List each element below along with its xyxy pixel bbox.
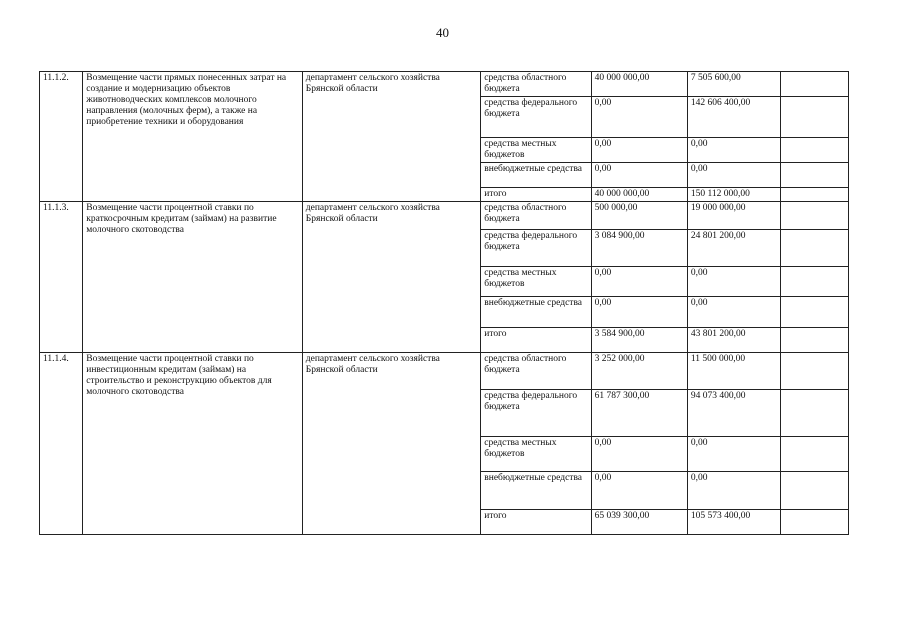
amount-value-3 xyxy=(780,97,848,138)
funding-source: средства федерального бюджета xyxy=(481,390,591,437)
amount-value-3 xyxy=(780,353,848,390)
funding-source: итого xyxy=(481,328,591,353)
amount-value-2: 7 505 600,00 xyxy=(687,72,780,97)
amount-value-3 xyxy=(780,297,848,328)
amount-value-3 xyxy=(780,202,848,230)
funding-source: средства областного бюджета xyxy=(481,72,591,97)
amount-value-1: 0,00 xyxy=(591,138,687,163)
funding-source: внебюджетные средства xyxy=(481,297,591,328)
budget-table xyxy=(39,71,849,535)
amount-value-2: 24 801 200,00 xyxy=(687,230,780,267)
amount-value-3 xyxy=(780,390,848,437)
amount-value-2: 0,00 xyxy=(687,437,780,472)
funding-source: внебюджетные средства xyxy=(481,163,591,188)
funding-source: средства областного бюджета xyxy=(481,353,591,390)
amount-value-3 xyxy=(780,267,848,297)
amount-value-1: 0,00 xyxy=(591,97,687,138)
amount-value-1: 0,00 xyxy=(591,472,687,510)
page-number: 40 xyxy=(436,25,449,40)
amount-value-3 xyxy=(780,72,848,97)
amount-value-1: 40 000 000,00 xyxy=(591,72,687,97)
amount-value-1: 500 000,00 xyxy=(591,202,687,230)
amount-value-1: 65 039 300,00 xyxy=(591,510,687,535)
amount-value-1: 61 787 300,00 xyxy=(591,390,687,437)
amount-value-3 xyxy=(780,163,848,188)
amount-value-3 xyxy=(780,138,848,163)
funding-source: внебюджетные средства xyxy=(481,472,591,510)
measure-number: 11.1.3. xyxy=(40,202,83,353)
measure-name: Возмещение части процентной ставки по краткосрочным кредитам (займам) на развитие молочного скотоводства xyxy=(83,202,303,353)
amount-value-3 xyxy=(780,328,848,353)
measure-number: 11.1.4. xyxy=(40,353,83,535)
amount-value-1: 0,00 xyxy=(591,163,687,188)
amount-value-2: 0,00 xyxy=(687,297,780,328)
measure-department: департамент сельского хозяйства Брянской области xyxy=(302,353,480,535)
amount-value-2: 11 500 000,00 xyxy=(687,353,780,390)
amount-value-2: 43 801 200,00 xyxy=(687,328,780,353)
amount-value-1: 0,00 xyxy=(591,267,687,297)
measure-department: департамент сельского хозяйства Брянской области xyxy=(302,202,480,353)
funding-source: итого xyxy=(481,510,591,535)
amount-value-3 xyxy=(780,472,848,510)
table-row xyxy=(40,353,849,390)
funding-source: средства федерального бюджета xyxy=(481,230,591,267)
amount-value-1: 0,00 xyxy=(591,437,687,472)
funding-source: средства местных бюджетов xyxy=(481,437,591,472)
measure-name: Возмещение части прямых понесенных затрат на создание и модернизацию объектов животноводческих комплексов молочного направления (молочных ферм), а также на приобретение техники и оборудования xyxy=(83,72,303,202)
amount-value-3 xyxy=(780,437,848,472)
amount-value-3 xyxy=(780,510,848,535)
amount-value-3 xyxy=(780,188,848,202)
amount-value-2: 0,00 xyxy=(687,472,780,510)
amount-value-2: 0,00 xyxy=(687,138,780,163)
measure-name: Возмещение части процентной ставки по инвестиционным кредитам (займам) на строительство и реконструкцию объектов для молочного скотоводства xyxy=(83,353,303,535)
amount-value-1: 3 084 900,00 xyxy=(591,230,687,267)
amount-value-3 xyxy=(780,230,848,267)
funding-source: итого xyxy=(481,188,591,202)
amount-value-2: 105 573 400,00 xyxy=(687,510,780,535)
amount-value-2: 150 112 000,00 xyxy=(687,188,780,202)
amount-value-2: 142 606 400,00 xyxy=(687,97,780,138)
funding-source: средства местных бюджетов xyxy=(481,267,591,297)
amount-value-2: 19 000 000,00 xyxy=(687,202,780,230)
funding-source: средства федерального бюджета xyxy=(481,97,591,138)
amount-value-1: 40 000 000,00 xyxy=(591,188,687,202)
amount-value-2: 0,00 xyxy=(687,163,780,188)
amount-value-1: 0,00 xyxy=(591,297,687,328)
table-row xyxy=(40,72,849,97)
amount-value-1: 3 584 900,00 xyxy=(591,328,687,353)
measure-number: 11.1.2. xyxy=(40,72,83,202)
measure-department: департамент сельского хозяйства Брянской области xyxy=(302,72,480,202)
amount-value-2: 94 073 400,00 xyxy=(687,390,780,437)
amount-value-1: 3 252 000,00 xyxy=(591,353,687,390)
table-row xyxy=(40,202,849,230)
funding-source: средства местных бюджетов xyxy=(481,138,591,163)
amount-value-2: 0,00 xyxy=(687,267,780,297)
funding-source: средства областного бюджета xyxy=(481,202,591,230)
